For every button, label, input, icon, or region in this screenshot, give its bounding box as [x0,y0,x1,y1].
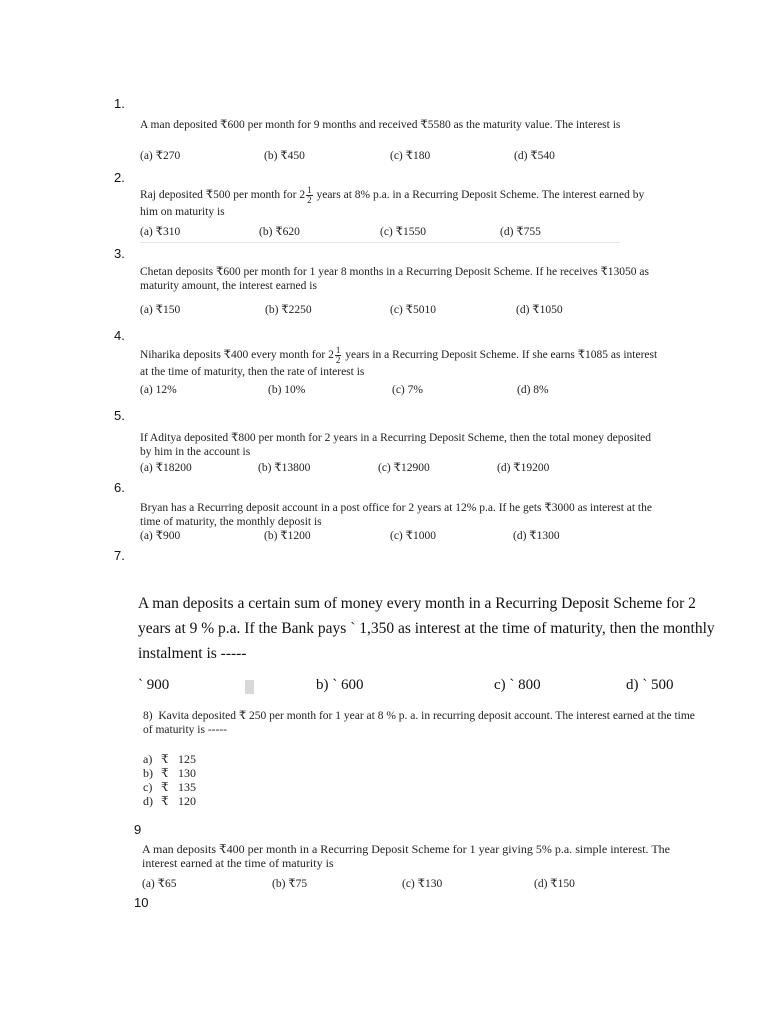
rupee-icon: ₹ [161,752,169,766]
option-c: (c) ₹1000 [390,530,436,542]
option-b: (b) ₹13800 [258,462,311,474]
question-number: 8) [143,710,153,722]
option-a: (a) ₹65 [142,878,177,890]
option-c: (c) ₹5010 [390,304,436,316]
options-row [140,460,660,474]
question-number: 3. [114,246,125,261]
question-number: 1. [114,96,125,111]
placeholder-box [245,680,254,694]
option-d: d) ` 500 [626,677,674,693]
option-c: (c) ₹180 [390,150,431,162]
question-number: 10 [134,895,149,910]
option-a: ` 900 [138,677,170,693]
option-a: (a) ₹310 [140,226,181,238]
question-text: Raj deposited ₹500 per month for 2 $\frac{1}{2}$ years at 8% p.a. in a Recurring Deposit Scheme. The interest earned by him on maturity is [140,185,645,218]
option-b: (b) ₹2250 [265,304,312,316]
question-number: 6. [114,480,125,495]
option-b: (b) 10% [268,384,306,396]
option-d: (d) ₹1300 [513,530,560,542]
scan-artifact-line [140,242,620,243]
option-d: (d) ₹540 [514,150,555,162]
question-text: Bryan has a Recurring deposit account in a post office for 2 years at 12% p.a. If he gets ₹3000 as interest at the time of maturity, the monthly deposit is [140,502,652,528]
options-row [140,224,660,238]
fraction: $\frac{1}{2}$ [307,185,312,205]
question-number: 7. [114,548,125,563]
question-number: 5. [114,408,125,423]
options-row [140,384,660,398]
question-text: Niharika deposits ₹400 every month for 2 $\frac{1}{2}$ years in a Recurring Deposit Scheme. If she earns ₹1085 as interest at the time of maturity, then the rate of interest is [140,345,658,378]
option-c: (c) ₹1550 [380,226,426,238]
options-row [140,148,660,162]
options-row [138,677,698,697]
option-a: (a) ₹270 [140,150,181,162]
fraction: $\frac{1}{2}$ [335,345,341,365]
option-d: (d) 8% [517,384,549,396]
option-a: (a) ₹18200 [140,462,192,474]
list-item: c) ₹ 135 [143,780,196,794]
question-text: A man deposits ₹400 per month in a Recurring Deposit Scheme for 1 year giving 5% p.a. simple interest. The interest earned at the time of maturity is [142,842,670,870]
options-row [140,302,660,316]
option-d: (d) ₹19200 [497,462,550,474]
option-a: (a) ₹900 [140,530,181,542]
question-text: Chetan deposits ₹600 per month for 1 year 8 months in a Recurring Deposit Scheme. If he receives ₹13050 as maturity amount, the interest earned is [140,266,650,292]
options-list [143,752,196,808]
option-c: (c) ₹130 [402,878,443,890]
question-text: A man deposits a certain sum of money every month in a Recurring Deposit Scheme for 2 years at 9 % p.a. If the Bank pays ` 1,350 as interest at the time of maturity, then the monthly instalment is ----- [138,595,715,662]
list-item: b) ₹ 130 [143,766,196,780]
question-text: A man deposited ₹600 per month for 9 months and received ₹5580 as the maturity value. The interest is [140,119,621,131]
options-row [142,876,662,890]
option-d: (d) ₹150 [534,878,575,890]
option-c: (c) ₹12900 [378,462,430,474]
option-b: (b) ₹450 [264,150,305,162]
option-a: (a) 12% [140,384,177,396]
option-b: (b) ₹75 [272,878,308,890]
option-b: b) ` 600 [316,677,364,693]
question-text: If Aditya deposited ₹800 per month for 2 years in a Recurring Deposit Scheme, then the total money deposited by him in the account is [140,432,651,458]
question-number: 9 [134,822,142,837]
option-c: c) ` 800 [494,677,541,693]
question-number: 4. [114,328,125,343]
list-item: a) ₹ 125 [143,752,196,766]
question-number: 2. [114,170,125,185]
rupee-icon: ₹ [161,780,169,794]
rupee-icon: ₹ [161,794,169,808]
option-d: (d) ₹755 [500,226,541,238]
options-row [140,528,660,542]
list-item: d) ₹ 120 [143,794,196,808]
question-text: 8) Kavita deposited ₹ 250 per month for 1 year at 8 % p. a. in recurring deposit account. The interest earned at the time of maturity is ----- [143,710,695,736]
option-a: (a) ₹150 [140,304,181,316]
rupee-icon: ₹ [161,766,169,780]
option-c: (c) 7% [392,384,423,396]
option-b: (b) ₹620 [259,226,300,238]
option-b: (b) ₹1200 [264,530,311,542]
option-d: (d) ₹1050 [516,304,563,316]
